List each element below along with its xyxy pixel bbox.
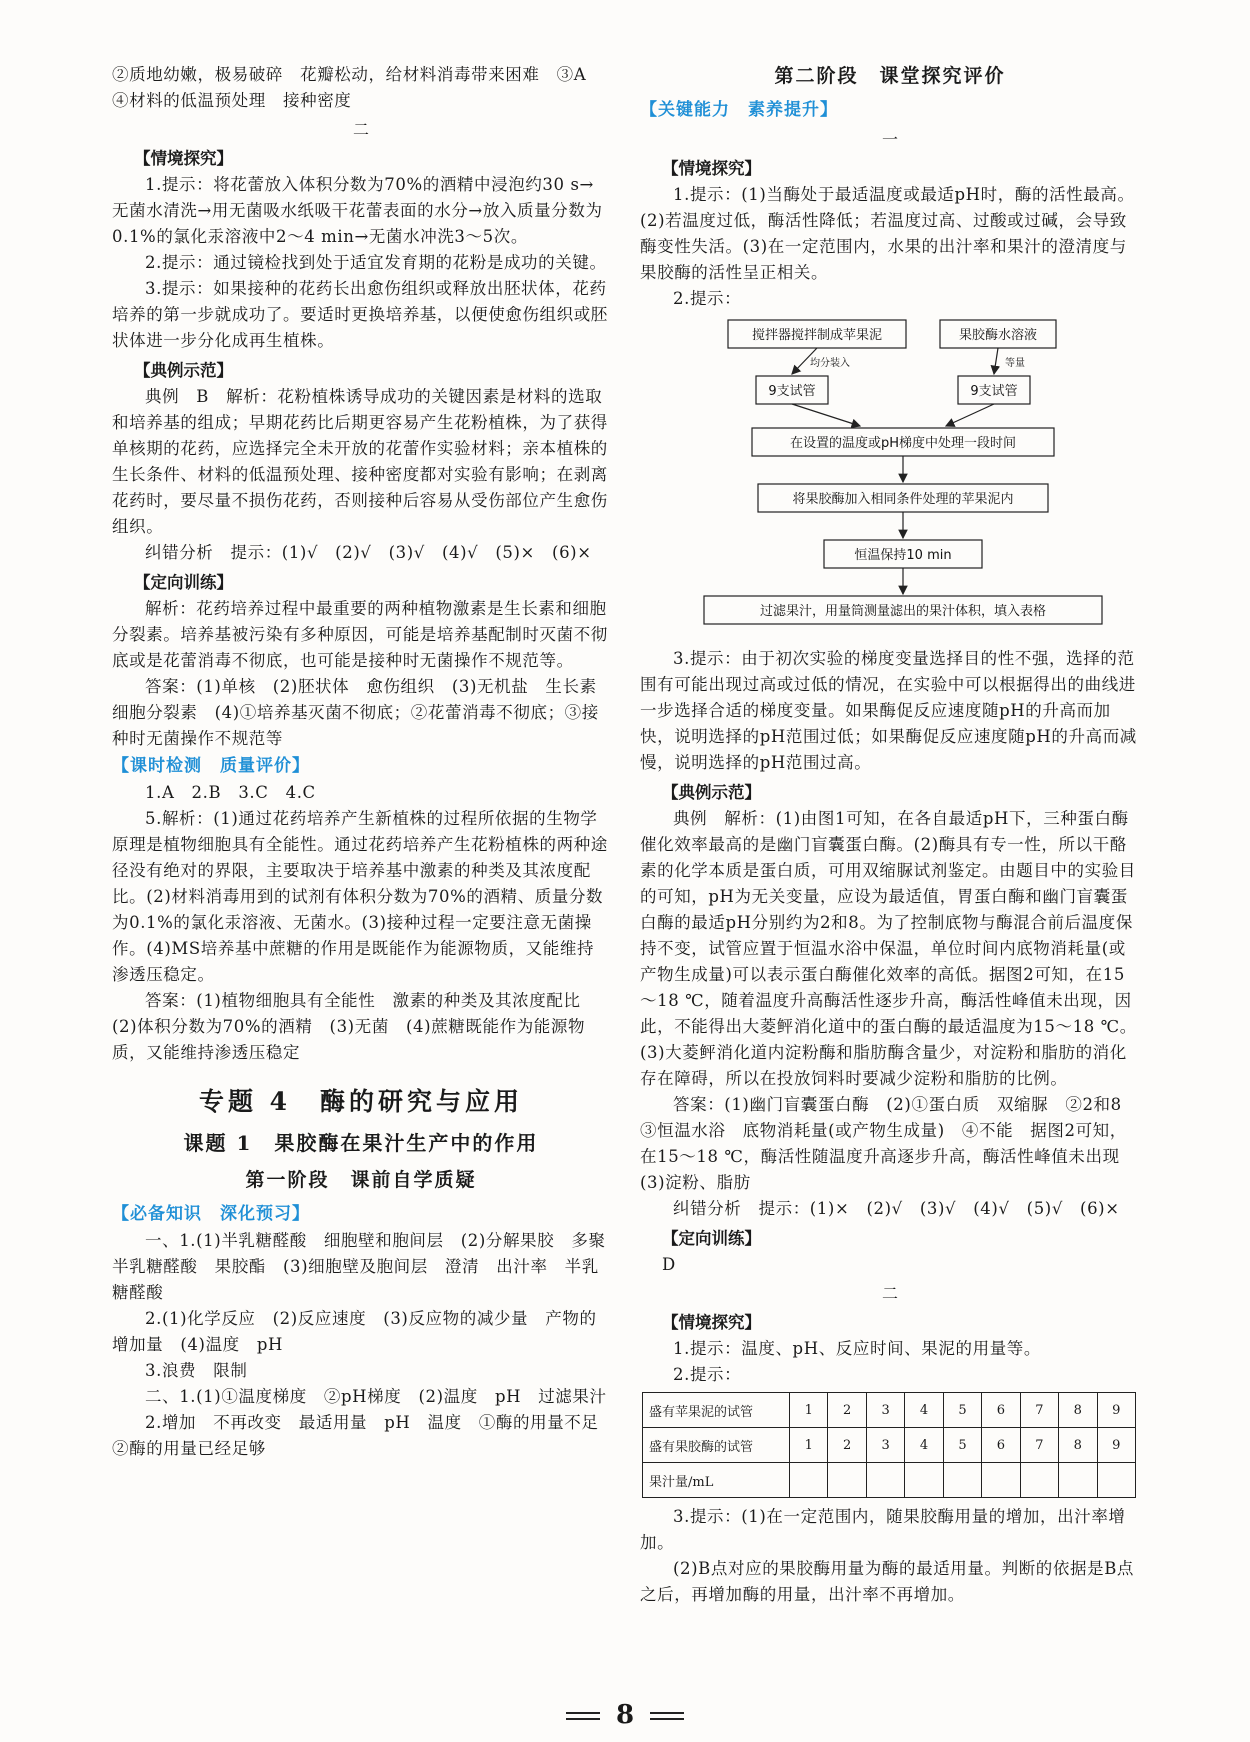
topic-title: 专题 4 酶的研究与应用 xyxy=(198,1087,524,1116)
table-cell: 6 xyxy=(982,1428,1020,1463)
table-cell: 4 xyxy=(905,1428,943,1463)
result-table xyxy=(642,1392,1136,1498)
table-cell: 6 xyxy=(982,1393,1020,1428)
flow-arrow-label: 等量 xyxy=(1005,358,1025,369)
hint-paragraph: 3.提示：如果接种的花药长出愈伤组织或释放出胚状体，花药培养的第一步就成功了。要适时更换培养基，以便使愈伤组织或胚状体进一步分化成再生植株。 xyxy=(112,279,608,350)
section-numeral: 二 xyxy=(352,120,369,139)
situation-heading: 【情境探究】 xyxy=(662,1313,761,1332)
table-cell: 2 xyxy=(828,1428,866,1463)
situation-heading: 【情境探究】 xyxy=(662,159,761,178)
quiz-answer: 答案：(1)植物细胞具有全能性 激素的种类及其浓度配比 (2)体积分数为70%的酒精 (3)无菌 (4)蔗糖既能作为能源物质，又能维持渗透压稳定 xyxy=(112,991,598,1062)
hint-paragraph: 2.提示：通过镜检找到处于适宜发育期的花粉是成功的关键。 xyxy=(145,253,607,272)
section-numeral: 二 xyxy=(881,1284,898,1303)
flow-label-step1: 在设置的温度或pH梯度中处理一段时间 xyxy=(789,436,1017,451)
table-cell: 5 xyxy=(943,1393,981,1428)
page-number xyxy=(0,1700,1250,1730)
training-heading: 【定向训练】 xyxy=(134,573,233,592)
knowledge-line: 2.(1)化学反应 (2)反应速度 (3)反应物的减少量 产物的增加量 (4)温度 pH xyxy=(112,1309,597,1354)
example-paragraph: 典例 B 解析：花粉植株诱导成功的关键因素是材料的选取和培养基的组成；早期花药比后期更容易产生花粉植株，为了获得单核期的花药，应选择完全未开放的花蕾作实验材料；亲本植株的生长条件、材料的低温预处理、接种密度都对实验有影响；在剥离花药时，要尽量不损伤花药，否则接种后容易从受伤部位产生愈伤组织。 xyxy=(112,387,608,536)
table-row xyxy=(643,1428,1136,1463)
training-analysis: 解析：花药培养过程中最重要的两种植物激素是生长素和细胞分裂素。培养基被污染有多种原因，可能是培养基配制时灭菌不彻底或是花蕾消毒不彻底，也可能是接种时无菌操作不规范等。 xyxy=(112,599,608,670)
hint-paragraph: 2.提示： xyxy=(673,1365,742,1384)
flow-label-step4: 过滤果汁，用量筒测量滤出的果汁体积，填入表格 xyxy=(759,604,1047,619)
flow-arrow-label: 均分装入 xyxy=(810,358,850,369)
table-cell: 7 xyxy=(1020,1393,1058,1428)
example-answer: 答案：(1)幽门盲囊蛋白酶 (2)①蛋白质 双缩脲 ②2和8 ③恒温水浴 底物消耗量(或产物生成量) ④不能 据图2可知，在15～18 ℃，酶活性随温度升高逐步升高，酶活性峰值未出现 (3)淀粉、脂肪 xyxy=(640,1095,1139,1192)
section-banner: 【关键能力 素养提升】 xyxy=(640,100,838,120)
flow-label-step3: 恒温保持10 min xyxy=(854,548,952,563)
hint-paragraph: 2.提示： xyxy=(673,289,742,308)
table-cell xyxy=(828,1463,866,1498)
error-analysis: 纠错分析 提示：(1)√ (2)√ (3)√ (4)√ (5)× (6)× xyxy=(145,543,592,562)
example-heading: 【典例示范】 xyxy=(134,361,233,380)
training-answer: 答案：(1)单核 (2)胚状体 愈伤组织 (3)无机盐 生长素 细胞分裂素 (4)①培养基灭菌不彻底；②花蕾消毒不彻底；③接种时无菌操作不规范等 xyxy=(112,677,614,748)
table-cell: 1 xyxy=(790,1428,828,1463)
page-number-text: 8 xyxy=(615,1700,635,1730)
table-cell: 7 xyxy=(1020,1428,1058,1463)
training-answer: D xyxy=(662,1255,676,1274)
knowledge-line: 二、1.(1)①温度梯度 ②pH梯度 (2)温度 pH 过滤果汁 xyxy=(145,1387,607,1406)
page-number-rule xyxy=(650,1712,684,1720)
training-heading: 【定向训练】 xyxy=(662,1229,761,1248)
hint-paragraph: 3.提示：(1)在一定范围内，随果胶酶用量的增加，出汁率增加。 xyxy=(640,1507,1126,1552)
table-row-header: 果汁量/mL xyxy=(643,1463,790,1498)
situation-heading: 【情境探究】 xyxy=(134,149,233,168)
hint-paragraph: (2)B点对应的果胶酶用量为酶的最适用量。判断的依据是B点之后，再增加酶的用量，出汁率不再增加。 xyxy=(640,1559,1135,1604)
right-column xyxy=(640,62,1140,1608)
table-cell xyxy=(866,1463,904,1498)
table-row xyxy=(643,1393,1136,1428)
table-cell xyxy=(1059,1463,1097,1498)
flow-label-step2: 将果胶酶加入相同条件处理的苹果泥内 xyxy=(792,492,1014,507)
table-cell: 2 xyxy=(828,1393,866,1428)
hint-paragraph: 3.提示：由于初次实验的梯度变量选择目的性不强，选择的范围有可能出现过高或过低的情况，在实验中可以根据得出的曲线进一步选择合适的梯度变量。如果酶促反应速度随pH的升高而加快，说明选择的pH范围过低；如果酶促反应速度随pH的升高而减慢，说明选择的pH范围过高。 xyxy=(640,649,1137,772)
table-cell: 5 xyxy=(943,1428,981,1463)
lesson-title: 课题 1 果胶酶在果汁生产中的作用 xyxy=(183,1131,539,1155)
table-cell: 4 xyxy=(905,1393,943,1428)
knowledge-line: 3.浪费 限制 xyxy=(145,1361,248,1380)
knowledge-line: 2.增加 不再改变 最适用量 pH 温度 ①酶的用量不足 ②酶的用量已经足够 xyxy=(112,1413,616,1458)
flow-label-enzyme-solution: 果胶酶水溶液 xyxy=(958,328,1038,343)
table-cell: 9 xyxy=(1097,1428,1136,1463)
error-analysis: 纠错分析 提示：(1)× (2)√ (3)√ (4)√ (5)√ (6)× xyxy=(673,1199,1120,1218)
section-banner: 【必备知识 深化预习】 xyxy=(112,1204,310,1224)
hint-paragraph: 1.提示：温度、pH、反应时间、果泥的用量等。 xyxy=(673,1339,1041,1358)
table-cell: 8 xyxy=(1059,1393,1097,1428)
example-heading: 【典例示范】 xyxy=(662,783,761,802)
answer-line: ②质地幼嫩，极易破碎 花瓣松动，给材料消毒带来困难 ③A ④材料的低温预处理 接种密度 xyxy=(112,65,604,110)
flow-label-tubes-a: 9支试管 xyxy=(768,384,816,399)
quiz-analysis: 5.解析：(1)通过花药培养产生新植株的过程所依据的生物学原理是植物细胞具有全能性。通过花药培养产生花粉植株的两种途径没有绝对的界限，主要取决于培养基中激素的种类及其浓度配比。(2)材料消毒用到的试剂有体积分数为70%的酒精、质量分数为0.1%的氯化汞溶液、无菌水。(3)接种过程一定要注意无菌操作。(4)MS培养基中蔗糖的作用是既能作为能源物质，又能维持渗透压稳定。 xyxy=(112,809,608,984)
section-banner: 【课时检测 质量评价】 xyxy=(112,756,310,776)
example-paragraph: 典例 解析：(1)由图1可知，在各自最适pH下，三种蛋白酶催化效率最高的是幽门盲囊蛋白酶。(2)酶具有专一性，所以干酪素的化学本质是蛋白质，可用双缩脲试剂鉴定。由题目中的实验目的可知，pH为无关变量，应设为最适值，胃蛋白酶和幽门盲囊蛋白酶的最适pH分别约为2和8。为了控制底物与酶混合前后温度保持不变，试管应置于恒温水浴中保温，单位时间内底物消耗量(或产物生成量)可以表示蛋白酶催化效率的高低。据图2可知，在15～18 ℃，随着温度升高酶活性逐步升高，酶活性峰值未出现，因此，不能得出大菱鲆消化道中的蛋白酶的最适温度为15～18 ℃。(3)大菱鲆消化道内淀粉酶和脂肪酶含量少，对淀粉和脂肪的消化存在障碍，所以在投放饲料时要减少淀粉和脂肪的比例。 xyxy=(640,809,1137,1088)
table-cell: 8 xyxy=(1059,1428,1097,1463)
experiment-flowchart xyxy=(640,312,1140,642)
table-cell xyxy=(790,1463,828,1498)
table-cell xyxy=(1020,1463,1058,1498)
table-cell xyxy=(982,1463,1020,1498)
hint-paragraph: 1.提示：将花蕾放入体积分数为70%的酒精中浸泡约30 s→无菌水清洗→用无菌吸水纸吸干花蕾表面的水分→放入质量分数为0.1%的氯化汞溶液中2～4 min→无菌水冲洗3～5次。 xyxy=(112,175,603,246)
page-number-rule xyxy=(566,1712,600,1720)
stage-title: 第二阶段 课堂探究评价 xyxy=(774,65,1006,87)
section-numeral: 一 xyxy=(881,130,898,149)
table-cell: 3 xyxy=(866,1393,904,1428)
table-cell xyxy=(943,1463,981,1498)
flow-label-tubes-b: 9支试管 xyxy=(970,384,1018,399)
table-cell: 9 xyxy=(1097,1393,1136,1428)
table-cell: 3 xyxy=(866,1428,904,1463)
hint-paragraph: 1.提示：(1)当酶处于最适温度或最适pH时，酶的活性最高。(2)若温度过低，酶活性降低；若温度过高、过酸或过碱，会导致酶变性失活。(3)在一定范围内，水果的出汁率和果汁的澄清度与果胶酶的活性呈正相关。 xyxy=(640,185,1135,282)
table-cell xyxy=(905,1463,943,1498)
table-row-header: 盛有苹果泥的试管 xyxy=(643,1393,790,1428)
table-row-header: 盛有果胶酶的试管 xyxy=(643,1428,790,1463)
left-column xyxy=(112,62,616,1462)
flow-label-apple-puree: 搅拌器搅拌制成苹果泥 xyxy=(751,328,883,343)
stage-title: 第一阶段 课前自学质疑 xyxy=(245,1169,477,1191)
knowledge-line: 一、1.(1)半乳糖醛酸 细胞壁和胞间层 (2)分解果胶 多聚半乳糖醛酸 果胶酯 (3)细胞壁及胞间层 澄清 出汁率 半乳糖醛酸 xyxy=(112,1231,606,1302)
table-cell: 1 xyxy=(790,1393,828,1428)
table-row xyxy=(643,1463,1136,1498)
table-cell xyxy=(1097,1463,1136,1498)
quiz-answers: 1.A 2.B 3.C 4.C xyxy=(145,783,316,802)
